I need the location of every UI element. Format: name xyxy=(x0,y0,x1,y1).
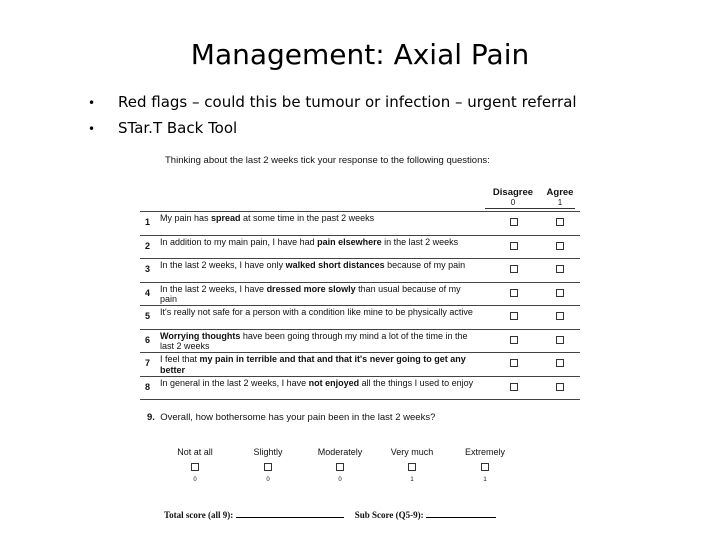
sub-score-field[interactable] xyxy=(426,508,496,518)
disagree-header: Disagree xyxy=(492,187,534,198)
question-9 xyxy=(147,412,435,423)
question-number: 4 xyxy=(145,287,151,298)
scale-option-label: Extremely xyxy=(464,447,505,457)
question-text-pre: My pain has xyxy=(160,213,212,223)
question-row xyxy=(140,353,580,377)
question-row xyxy=(140,306,580,330)
agree-checkbox[interactable] xyxy=(556,265,564,273)
agree-checkbox[interactable] xyxy=(556,336,564,344)
disagree-checkbox[interactable] xyxy=(510,359,518,367)
question-text-bold: dressed more slowly xyxy=(266,283,356,294)
question-number: 2 xyxy=(145,240,151,251)
scale-option-score: 0 xyxy=(338,477,342,483)
question-text-bold: spread xyxy=(211,213,241,223)
scale-option-checkbox[interactable] xyxy=(336,463,344,471)
question-row xyxy=(140,283,580,307)
question-text-post: because of my pain xyxy=(384,260,466,270)
question-row xyxy=(140,377,580,401)
agree-checkbox[interactable] xyxy=(556,383,564,391)
disagree-checkbox[interactable] xyxy=(510,312,518,320)
disagree-checkbox[interactable] xyxy=(510,218,518,226)
question-9-text: Overall, how bothersome has your pain been in the last 2 weeks? xyxy=(160,412,436,423)
question-text-post: have been going through my mind a lot of the time in the last 2 weeks xyxy=(160,330,468,351)
question-row xyxy=(140,211,580,236)
question-text xyxy=(160,237,480,248)
agree-checkbox[interactable] xyxy=(556,218,564,226)
bullet-list xyxy=(88,91,577,143)
question-text-bold: my pain in terrible and that and that it's never going to get any better xyxy=(160,354,466,375)
score-totals xyxy=(164,508,496,520)
question-text-bold: not enjoyed xyxy=(308,377,360,388)
bullet-icon: • xyxy=(88,122,96,136)
total-score-field[interactable] xyxy=(236,508,344,518)
question-text-post: in the last 2 weeks xyxy=(381,236,459,247)
scale-option-label: Not at all xyxy=(177,447,213,457)
question-text xyxy=(160,260,480,271)
scale-option-score: 0 xyxy=(266,477,270,483)
question-text xyxy=(160,284,480,305)
question-number: 5 xyxy=(145,311,151,321)
question-row xyxy=(140,259,580,283)
sub-score-label: Sub Score (Q5-9): xyxy=(354,510,424,520)
scale-option-label: Very much xyxy=(390,447,434,457)
question-number: 1 xyxy=(145,217,151,227)
question-text-bold: walked short distances xyxy=(285,260,385,270)
scale-option-checkbox[interactable] xyxy=(191,463,199,471)
form-intro: Thinking about the last 2 weeks tick your response to the following questions: xyxy=(165,155,490,166)
disagree-checkbox[interactable] xyxy=(510,336,518,344)
question-table xyxy=(140,211,580,400)
bullet-item xyxy=(88,117,577,143)
question-text xyxy=(160,331,480,352)
question-text-post: than usual because of my pain xyxy=(160,283,461,304)
scale-option-score: 1 xyxy=(410,477,414,483)
question-number: 6 xyxy=(145,334,151,345)
bullet-text: Red flags – could this be tumour or infection – urgent referral xyxy=(118,93,577,111)
question-number: 3 xyxy=(145,264,151,274)
agree-checkbox[interactable] xyxy=(556,242,564,250)
question-text-pre: It's really not safe for a person with a condition like mine to be physically active xyxy=(160,307,473,317)
agree-checkbox[interactable] xyxy=(556,359,564,367)
question-text xyxy=(160,213,480,224)
bullet-icon: • xyxy=(88,96,96,110)
question-text-post: all the things I used to enjoy xyxy=(359,377,474,388)
question-9-number: 9. xyxy=(147,412,155,423)
scale-option-label: Slightly xyxy=(253,447,283,457)
question-text-post: at some time in the past 2 weeks xyxy=(240,213,375,223)
agree-score: 1 xyxy=(557,198,563,207)
scale-option-score: 0 xyxy=(193,477,197,483)
question-text xyxy=(160,354,480,375)
agree-checkbox[interactable] xyxy=(556,312,564,320)
question-number: 7 xyxy=(145,358,151,368)
agree-checkbox[interactable] xyxy=(556,289,564,297)
disagree-checkbox[interactable] xyxy=(510,242,518,250)
question-text xyxy=(160,307,480,318)
question-text-pre: In general in the last 2 weeks, I have xyxy=(160,377,309,388)
bullet-item xyxy=(88,91,577,117)
question-row xyxy=(140,236,580,260)
question-row xyxy=(140,330,580,354)
disagree-score: 0 xyxy=(510,198,516,207)
scale-option-checkbox[interactable] xyxy=(481,463,489,471)
question-text-pre: In addition to my main pain, I have had xyxy=(160,236,318,247)
question-text-bold: pain elsewhere xyxy=(317,236,382,247)
question-number: 8 xyxy=(145,381,151,392)
agree-header: Agree xyxy=(546,187,574,198)
scale-option-label: Moderately xyxy=(317,447,363,457)
slide-title: Management: Axial Pain xyxy=(190,38,530,71)
question-text-pre: I feel that xyxy=(160,354,200,364)
header-divider xyxy=(485,208,575,209)
question-text-pre: In the last 2 weeks, I have xyxy=(160,283,267,294)
disagree-checkbox[interactable] xyxy=(510,383,518,391)
question-text-pre: In the last 2 weeks, I have only xyxy=(160,260,286,270)
scale-option-checkbox[interactable] xyxy=(264,463,272,471)
bullet-text: STar.T Back Tool xyxy=(118,119,238,137)
disagree-checkbox[interactable] xyxy=(510,265,518,273)
question-text xyxy=(160,378,480,389)
total-score-label: Total score (all 9): xyxy=(164,510,234,520)
disagree-checkbox[interactable] xyxy=(510,289,518,297)
scale-option-checkbox[interactable] xyxy=(408,463,416,471)
scale-option-score: 1 xyxy=(483,477,487,483)
question-text-bold: Worrying thoughts xyxy=(160,330,241,341)
